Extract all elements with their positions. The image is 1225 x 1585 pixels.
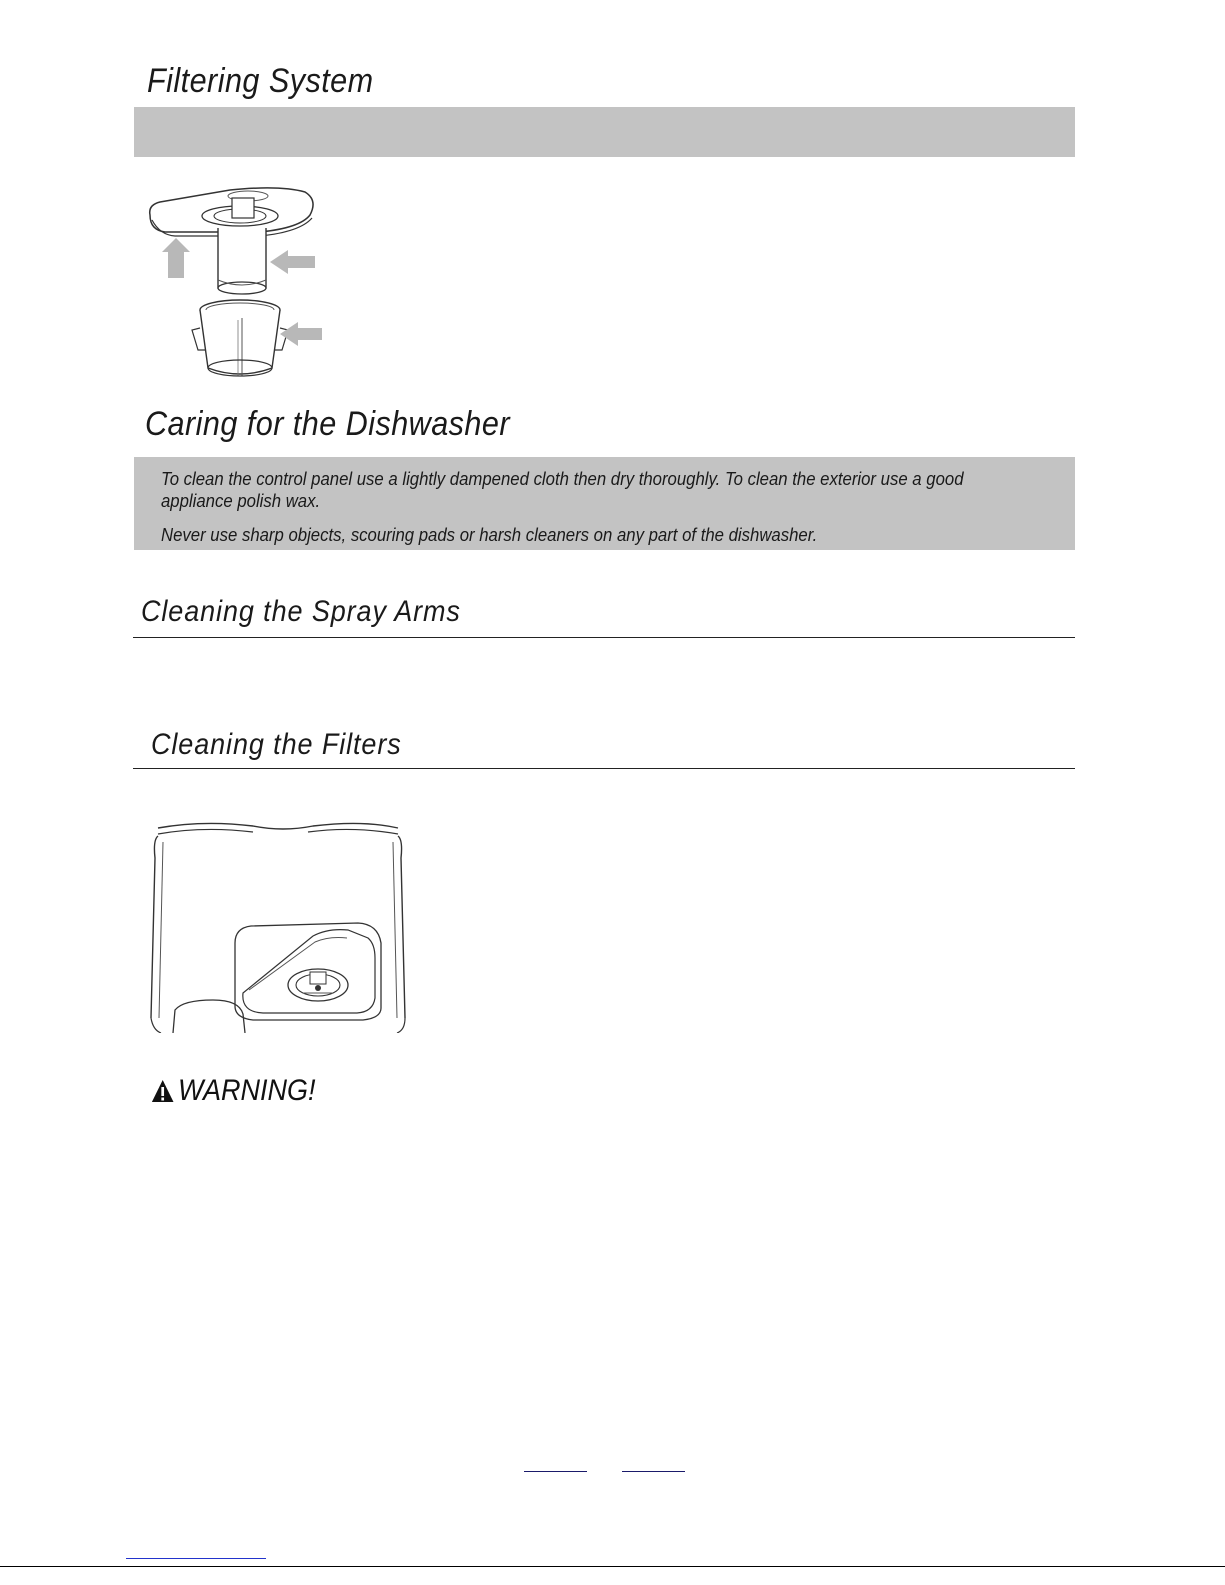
- caring-text-block: [161, 468, 1026, 546]
- up-arrow-icon: [162, 238, 190, 278]
- left-arrow-icon: [280, 322, 322, 346]
- spray-arms-heading: Cleaning the Spray Arms: [141, 595, 461, 628]
- warning-heading: [151, 1074, 316, 1108]
- caring-paragraph-1: To clean the control panel use a lightly dampened cloth then dry thoroughly. To clean the exterior use a good appliance polish wax.: [161, 469, 964, 511]
- footer-link-underline[interactable]: [126, 1558, 266, 1559]
- filtering-system-band: [134, 107, 1075, 157]
- filter-assembly-illustration: [140, 180, 340, 385]
- filters-rule: [133, 768, 1075, 769]
- page-number-underline-right: [622, 1471, 685, 1472]
- page-number-underline-left: [524, 1471, 587, 1472]
- footer-rule: [0, 1566, 1225, 1567]
- dishwasher-tub-illustration: [143, 818, 413, 1033]
- warning-triangle-icon: [151, 1079, 174, 1103]
- filters-heading: Cleaning the Filters: [151, 728, 402, 761]
- caring-paragraph-2: Never use sharp objects, scouring pads or harsh cleaners on any part of the dishwasher.: [161, 525, 818, 545]
- filtering-system-heading: Filtering System: [147, 62, 374, 100]
- warning-label: WARNING!: [178, 1074, 316, 1107]
- caring-heading: Caring for the Dishwasher: [145, 405, 511, 443]
- spray-arms-rule: [133, 637, 1075, 638]
- left-arrow-icon: [270, 250, 315, 274]
